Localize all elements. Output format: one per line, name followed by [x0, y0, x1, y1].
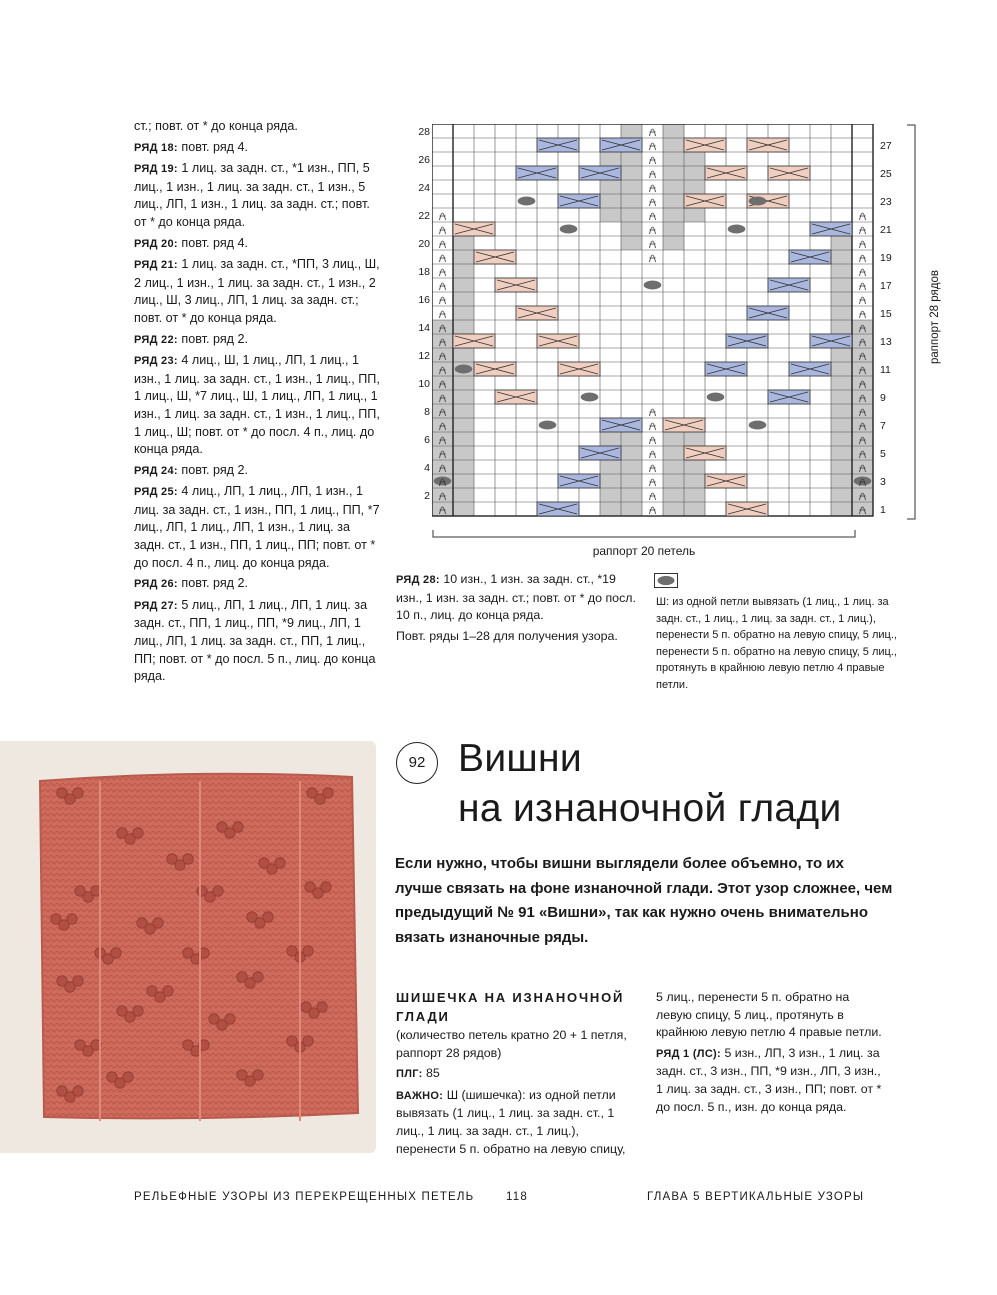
row-number: 15	[880, 308, 892, 320]
page-number: 118	[506, 1191, 528, 1203]
row-number: 11	[880, 364, 891, 376]
purl-column	[663, 124, 684, 250]
purl-column	[621, 418, 642, 516]
swatch-bobble	[73, 1086, 83, 1096]
instr-row: РЯД 26: повт. ряд 2.	[134, 576, 249, 591]
pattern-row1: РЯД 1 (ЛС): 5 изн., ЛП, 3 изн., 1 лиц. за задн. ст., 3 изн., ПП, *9 изн., ЛП, 3 изн., 1 лиц. за задн. ст., 3 изн., ПП; повт. от * до посл. 5 п., изн. до конца ряда.	[656, 1045, 882, 1114]
swatch-bobble	[323, 788, 333, 798]
instr-row: РЯД 18: повт. ряд 4.	[134, 139, 249, 154]
purl-column	[831, 222, 852, 320]
instr-row: ст.; повт. от * до конца ряда.	[134, 119, 298, 133]
row-number: 20	[418, 238, 430, 250]
row-number: 22	[418, 210, 430, 222]
pattern-plg: ПЛГ: 85	[396, 1066, 440, 1081]
bobble-symbol	[455, 365, 473, 374]
purl-column	[453, 222, 474, 320]
pattern-heading: ШИШЕЧКА НА ИЗНАНОЧНОЙ ГЛАДИ	[396, 990, 625, 1024]
repeat-rows-bracket	[905, 124, 919, 520]
footer-left: РЕЛЬЕФНЫЕ УЗОРЫ ИЗ ПЕРЕКРЕЩЕННЫХ ПЕТЕЛЬ	[134, 1191, 475, 1203]
row-number: 12	[418, 350, 430, 362]
swatch-image	[0, 741, 376, 1153]
row-number: 10	[418, 378, 430, 390]
pattern-column-1	[396, 988, 636, 1158]
chart-left-numbers	[410, 124, 430, 520]
instr-row: РЯД 27: 5 лиц., ЛП, 1 лиц., ЛП, 1 лиц. за задн. ст., ПП, 1 лиц., ПП, *9 лиц., ЛП, 1 лиц., ЛП, 1 лиц. за задн. ст., ПП, 1 лиц., ПП; повт. от * до посл. 5 п., лиц. до конца ряда.	[134, 597, 376, 684]
row-number: 5	[880, 448, 886, 460]
chart-right-numbers	[880, 124, 900, 520]
row-number: 23	[880, 196, 892, 208]
bobble-symbol	[581, 393, 599, 402]
row-number: 26	[418, 154, 430, 166]
bobble-symbol	[644, 281, 662, 290]
row-number: 8	[424, 406, 430, 418]
bobble-symbol	[434, 477, 452, 486]
row-number: 25	[880, 168, 892, 180]
swatch-bobble	[317, 1002, 327, 1012]
row-number: 2	[424, 490, 430, 502]
swatch-bobble	[73, 976, 83, 986]
row-number: 28	[418, 126, 430, 138]
pattern-column-2	[656, 989, 888, 1116]
section-number-badge	[396, 742, 438, 784]
bobble-symbol	[854, 477, 872, 486]
pattern-important: ВАЖНО: Ш (шишечка): из одной петли вывязать (1 лиц., 1 лиц. за задн. ст., 1 лиц., 1 лиц. за задн. ст., 1 лиц.), перенести 5 п. обратно на левую спицу,	[396, 1087, 626, 1156]
section-number: 92	[408, 754, 426, 771]
swatch-bobble	[321, 882, 331, 892]
intro-paragraph: Если нужно, чтобы вишни выглядели более объемно, то их лучше связать на фоне изнаночной глади. Этот узор сложнее, чем предыдущий № 91 «Вишни», так как нужно очень внимательно вязать изнаночные ряды.	[395, 855, 893, 946]
bobble-symbol	[560, 225, 578, 234]
swatch-bobble	[133, 1006, 143, 1016]
bobble-symbol	[518, 197, 536, 206]
instr-row: РЯД 21: 1 лиц. за задн. ст., *ПП, 3 лиц., Ш, 2 лиц., 1 изн., 1 лиц. за задн. ст., 1 изн., 2 лиц., Ш, 3 лиц., ЛП, 1 лиц. за задн. ст.; повт. от * до конца ряда.	[134, 257, 380, 325]
repeat-note: Повт. ряды 1–28 для получения узора.	[396, 628, 618, 643]
swatch-bobble	[225, 1014, 235, 1024]
row-number: 19	[880, 252, 892, 264]
instr-row: РЯД 23: 4 лиц., Ш, 1 лиц., ЛП, 1 лиц., 1 изн., 1 лиц. за задн. ст., 1 изн., 1 лиц., ПП, 1 лиц., Ш, *7 лиц., Ш, 1 лиц., ЛП, 1 лиц., 1 изн., 1 лиц. за задн. ст., 1 изн., 1 лиц., ПП, 1 лиц., Ш; повт. от * до посл. 4 п., лиц. до конца ряда.	[134, 353, 380, 457]
swatch-bobble	[73, 788, 83, 798]
row-number: 21	[880, 224, 892, 236]
instructions-column	[134, 118, 380, 689]
swatch-bobble	[213, 886, 223, 896]
swatch-bobble	[133, 828, 143, 838]
row-number: 18	[418, 266, 430, 278]
row-number: 9	[880, 392, 886, 404]
footer-right: ГЛАВА 5 ВЕРТИКАЛЬНЫЕ УЗОРЫ	[647, 1191, 865, 1203]
pattern-count: (количество петель кратно 20 + 1 петля, раппорт 28 рядов)	[396, 1028, 627, 1060]
swatch-bobble	[303, 946, 313, 956]
repeat-stitches-label: раппорт 20 петель	[592, 544, 696, 558]
swatch-photo	[0, 741, 376, 1153]
row-number: 14	[418, 322, 430, 334]
swatch-bobble	[67, 914, 77, 924]
row28-instructions	[396, 571, 636, 648]
instr-row: РЯД 25: 4 лиц., ЛП, 1 лиц., ЛП, 1 изн., 1 лиц. за задн. ст., 1 изн., ПП, 1 лиц., ПП, *7 лиц., ЛП, 1 лиц., ЛП, 1 изн., 1 лиц. за задн. ст., 1 изн., ПП, 1 лиц., ПП; повт. от * до посл. 4 п., лиц. до конца ряда.	[134, 484, 380, 570]
instr-row: РЯД 24: повт. ряд 2.	[134, 462, 249, 477]
row-number: 17	[880, 280, 892, 292]
swatch-bobble	[163, 986, 173, 996]
bobble-symbol	[749, 421, 767, 430]
row-number: 3	[880, 476, 886, 488]
instr-row: РЯД 19: 1 лиц. за задн. ст., *1 изн., ПП, 5 лиц., 1 изн., 1 лиц. за задн. ст., 1 изн., 5 лиц., ЛП, 1 изн., 1 лиц. за задн. ст.; повт. от * до конца ряда.	[134, 161, 370, 229]
swatch-bobble	[275, 858, 285, 868]
row-number: 24	[418, 182, 430, 194]
purl-column	[663, 418, 684, 516]
row-number: 4	[424, 462, 430, 474]
row-number: 7	[880, 420, 886, 432]
instr-row: РЯД 20: повт. ряд 4.	[134, 235, 249, 250]
bobble-symbol	[707, 393, 725, 402]
swatch-bobble	[253, 1070, 263, 1080]
repeat-stitches-bracket	[432, 528, 856, 540]
instr-row: РЯД 22: повт. ряд 2.	[134, 331, 249, 346]
row-number: 1	[880, 504, 886, 516]
bobble-legend-text: Ш: из одной петли вывязать (1 лиц., 1 лиц. за задн. ст., 1 лиц., 1 лиц. за задн. ст., 1 лиц.), перенести 5 п. обратно на левую спицу, 5 лиц., перенести 5 п. обратно на левую спицу, 5 лиц., протянуть в крайнюю левую петлю 4 правые петли.	[656, 596, 897, 691]
row-number: 27	[880, 140, 892, 152]
swatch-bobble	[253, 972, 263, 982]
row-number: 13	[880, 336, 892, 348]
title-line-2: на изнаночной глади	[458, 787, 842, 830]
instr-row: РЯД 28: 10 изн., 1 изн. за задн. ст., *19 изн., 1 изн. за задн. ст.; повт. от * до посл. 10 п., лиц. до конца ряда.	[396, 572, 636, 623]
swatch-bobble	[233, 822, 243, 832]
bobble-symbol	[749, 197, 767, 206]
swatch-bobble	[183, 854, 193, 864]
swatch-bobble	[263, 912, 273, 922]
bobble-legend-symbol	[654, 573, 678, 588]
pattern-continued: 5 лиц., перенести 5 п. обратно на левую спицу, 5 лиц., протянуть в крайнюю левую петлю 4 правые петли.	[656, 990, 882, 1040]
swatch-bobble	[153, 918, 163, 928]
section-title	[458, 734, 842, 834]
row-number: 6	[424, 434, 430, 446]
swatch-bobble	[303, 1036, 313, 1046]
bobble-symbol	[539, 421, 557, 430]
swatch-bobble	[111, 948, 121, 958]
swatch-bobble	[123, 1072, 133, 1082]
bobble-symbol	[728, 225, 746, 234]
knitting-chart	[432, 124, 877, 520]
repeat-rows-label: раппорт 28 рядов	[929, 270, 941, 364]
row-number: 16	[418, 294, 430, 306]
title-line-1: Вишни	[458, 737, 582, 780]
